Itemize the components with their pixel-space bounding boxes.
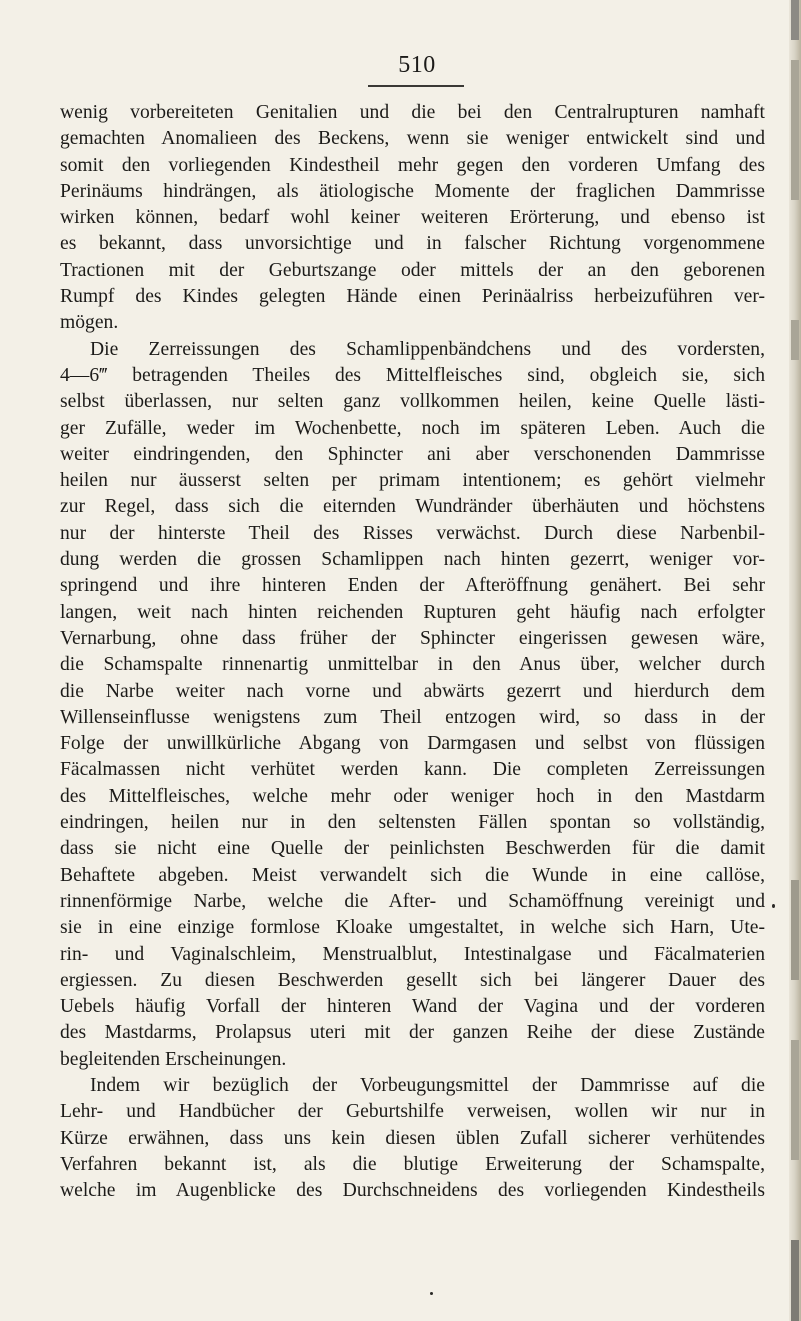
text-line: dung werden die grossen Schamlippen nach hinten gezerrt, weniger vor- [60,549,765,571]
text-line: Kürze erwähnen, dass uns kein diesen üblen Zufall sicherer verhütendes [60,1127,765,1149]
page-number: 510 [398,52,436,78]
text-line: Verfahren bekannt ist, als die blutige Erweiterung der Schamspalte, [60,1153,765,1175]
text-line: nur der hinterste Theil des Risses verwächst. Durch diese Narbenbil- [60,522,765,544]
text-line: ergiessen. Zu diesen Beschwerden gesellt sich bei längerer Dauer des [60,969,765,991]
text-line: heilen nur äusserst selten per primam intentionem; es gehört vielmehr [60,470,765,492]
text-line: dass sie nicht eine Quelle der peinlichsten Beschwerden für die damit [60,838,765,860]
text-line: langen, weit nach hinten reichenden Rupturen geht häufig nach erfolgter [60,601,765,623]
text-line: Tractionen mit der Geburtszange oder mittels der an den geborenen [60,259,765,281]
text-line: wenig vorbereiteten Genitalien und die bei den Centralrupturen namhaft [60,102,765,123]
text-line: rinnenförmige Narbe, welche die After- und Schamöffnung vereinigt und [60,890,765,912]
text-line: Uebels häufig Vorfall der hinteren Wand der Vagina und der vorderen [60,996,765,1018]
text-line: Perinäums hindrängen, als ätiologische Momente der fraglichen Dammrisse [60,180,765,202]
text-line: Fäcalmassen nicht verhütet werden kann. Die completen Zerreissungen [60,759,765,781]
page-edge [789,0,801,1321]
text-line: rin- und Vaginalschleim, Menstrualblut, Intestinalgase und Fäcalmaterien [60,943,765,965]
text-line: des Mastdarms, Prolapsus uteri mit der ganzen Reihe der diese Zustände [60,1022,765,1044]
text-line: welche im Augenblicke des Durchschneidens des vorliegenden Kindestheils [60,1180,765,1202]
text-line: selbst überlassen, nur selten ganz vollkommen heilen, keine Quelle lästi- [60,391,765,413]
text-line: eindringen, heilen nur in den seltensten Fällen spontan so vollständig, [60,812,765,834]
text-line: Lehr- und Handbücher der Geburtshilfe verweisen, wollen wir nur in [60,1101,765,1123]
text-line: Die Zerreissungen des Schamlippenbändchens und des vordersten, [90,338,765,360]
text-line: gemachten Anomalieen des Beckens, wenn sie weniger entwickelt sind und [60,128,765,150]
text-line: wirken können, bedarf wohl keiner weiteren Erörterung, und ebenso ist [60,207,765,229]
text-line: somit den vorliegenden Kindestheil mehr gegen den vorderen Umfang des [60,154,765,176]
text-line: 4—6‴ betragenden Theiles des Mittelfleisches sind, obgleich sie, sich [60,364,765,386]
text-line: ger Zufälle, weder im Wochenbette, noch im späteren Leben. Auch die [60,417,765,439]
stray-dot [772,904,775,908]
text-line: Willenseinflusse wenigstens zum Theil entzogen wird, so dass in der [60,706,765,728]
text-line: springend und ihre hinteren Enden der Afteröffnung genähert. Bei sehr [60,575,765,597]
text-line: die Narbe weiter nach vorne und abwärts gezerrt und hierdurch dem [60,680,765,702]
text-line: sie in eine einzige formlose Kloake umgestaltet, in welche sich Harn, Ute- [60,917,765,939]
text-line: es bekannt, dass unvorsichtige und in falscher Richtung vorgenommene [60,233,765,255]
text-line: begleitenden Erscheinungen. [60,1048,287,1070]
page-number-rule [368,85,464,87]
text-line: Indem wir bezüglich der Vorbeugungsmittel der Dammrisse auf die [90,1074,765,1096]
body-text [60,100,765,1204]
text-line: Folge der unwillkürliche Abgang von Darmgasen und selbst von flüssigen [60,733,765,755]
text-line: zur Regel, dass sich die eiternden Wundränder überhäuten und höchstens [60,496,765,518]
text-line: die Schamspalte rinnenartig unmittelbar in den Anus über, welcher durch [60,654,765,676]
text-line: Vernarbung, ohne dass früher der Sphincter eingerissen gewesen wäre, [60,627,765,649]
stray-dot [430,1292,433,1295]
text-line: Behaftete abgeben. Meist verwandelt sich die Wunde in eine callöse, [60,864,765,886]
text-line: mögen. [60,312,119,334]
text-line: weiter eindringenden, den Sphincter ani aber verschonenden Dammrisse [60,443,765,465]
text-line: des Mittelfleisches, welche mehr oder weniger hoch in den Mastdarm [60,785,765,807]
text-line: Rumpf des Kindes gelegten Hände einen Perinäalriss herbeizuführen ver- [60,286,765,308]
